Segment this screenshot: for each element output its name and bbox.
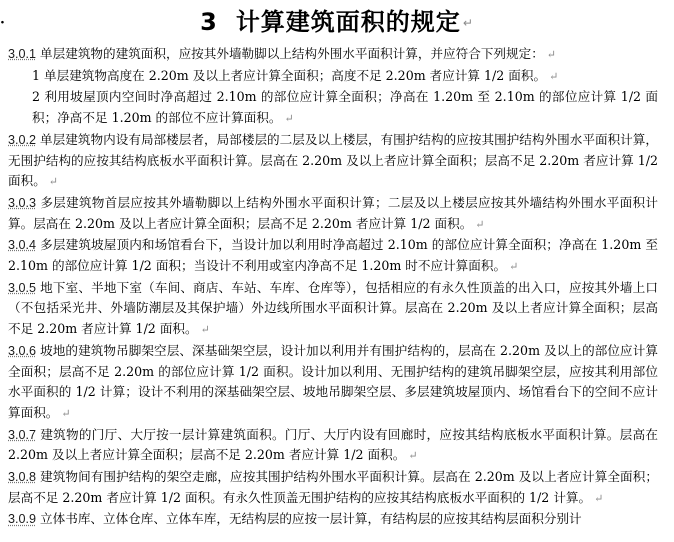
paragraph-mark-icon: ↵ [475,217,485,231]
clause-text: 1 单层建筑物高度在 2.20m 及以上者应计算全面积；高度不足 2.20m 者应计算 1/2 面积。 [32,67,547,83]
clause-text: 建筑物的门厅、大厅按一层计算建筑面积。门厅、大厅内设有回廊时，应按其结构底板水平面积计算。层高在 2.20m 及以上者应计算全面积；层高不足 2.20m 者应计算 1/2 面积。 [8,426,659,463]
paragraph-mark-icon: ↵ [200,323,210,337]
paragraph-mark-icon: ↵ [284,112,294,126]
section-title: 计算建筑面积的规定 [235,8,461,36]
clause-number: 3.0.7 [8,427,37,442]
clause-number: 3.0.2 [8,132,37,147]
clause-text: 地下室、半地下室（车间、商店、车站、车库、仓库等），包括相应的有永久性顶盖的出入口，应按其外墙上口（不包括采光井、外墙防潮层及其保护墙）外边线所围水平面积计算。层高在 2.20m 及以上者应计算全面积；层高不足 2.20m 者应计算 1/2 面积。 [8,279,658,337]
clause-text: 立体书库、立体仓库、立体车库，无结构层的应按一层计算，有结构层的应按其结构层面积分别计 [40,511,582,527]
paragraph-mark-icon: ↵ [408,449,418,463]
section-number: 3 [200,8,218,36]
paragraph-mark-icon: ↵ [509,260,519,274]
clause-text: 多层建筑坡屋顶内和场馆看台下，当设计加以利用时净高超过 2.10m 的部位应计算全面积；净高在 1.20m 至 2.10m 的部位应计算 1/2 面积；当设计不利用或室内净高不足 1.20m 时不应计算面积。 [8,237,658,274]
clause-text: 单层建筑物内设有局部楼层者，局部楼层的二层及以上楼层，有围护结构的应按其围护结构外围水平面积计算，无围护结构的应按其结构底板水平面积计算。层高在 2.20m 及以上者应计算全面积；层高不足 2.20m 者应计算 1/2 面积。 [8,131,658,189]
clause-text: 建筑物间有围护结构的架空走廊，应按其围护结构外围水平面积计算。层高在 2.20m 及以上者应计算全面积；层高不足 2.20m 者应计算 1/2 面积。有永久性顶盖无围护结构的应按其结构底板水平面积的 1/2 计算。 [8,469,658,505]
sub-clause-paragraph [8,87,658,129]
clause-paragraph [8,44,658,66]
clause-paragraph [8,193,658,235]
clause-number: 3.0.8 [8,470,37,485]
clause-paragraph [8,467,658,509]
clause-number: 3.0.6 [8,343,37,358]
paragraph-mark-icon: ↵ [594,491,604,505]
paragraph-mark-icon: ↵ [549,69,559,83]
clause-paragraph [8,341,658,425]
clause-number: 3.0.4 [8,238,37,253]
paragraph-mark-icon: ↵ [462,16,474,30]
section-heading [0,6,674,39]
clause-number: 3.0.1 [8,47,37,61]
sub-clause-paragraph [8,66,658,88]
clause-number: 3.0.3 [8,195,37,210]
clause-paragraph [8,278,658,341]
clause-number: 3.0.9 [8,512,37,527]
clause-text: 坡地的建筑物吊脚架空层、深基础架空层，设计加以利用并有围护结构的，层高在 2.20m 及以上的部位应计算全面积；层高不足 2.20m 的部位应计算 1/2 面积。设计加以利用、无围护结构的建筑吊脚架空层，应按其利用部位水平面积的 1/2 计算；设计不利用的深基础架空层、坡地吊脚架空层、多层建筑坡屋顶内、场馆看台下的空间不应计算面积。 [8,342,658,420]
paragraph-mark-icon: ↵ [546,48,556,61]
corner-mark: · [0,15,5,31]
clause-list [8,44,658,530]
clause-text: 2 利用坡屋顶内空间时净高超过 2.10m 的部位应计算全面积；净高在 1.20m 至 2.10m 的部位应计算 1/2 面积；净高不足 1.20m 的部位不应计算面积。 [32,89,658,126]
clause-paragraph [8,235,658,277]
clause-paragraph [8,425,658,467]
clause-text: 多层建筑物首层应按其外墙勒脚以上结构外围水平面积计算；二层及以上楼层应按其外墙结构外围水平面积计算。层高在 2.20m 及以上者应计算全面积；层高不足 2.20m 者应计算 1/2 面积。 [8,194,659,231]
paragraph-mark-icon: ↵ [61,406,71,420]
clause-paragraph [8,130,658,193]
clause-paragraph [8,509,658,530]
clause-number: 3.0.5 [8,280,37,295]
clause-text: 单层建筑物的建筑面积，应按其外墙勒脚以上结构外围水平面积计算，并应符合下列规定： [40,46,544,61]
paragraph-mark-icon: ↵ [48,175,58,189]
